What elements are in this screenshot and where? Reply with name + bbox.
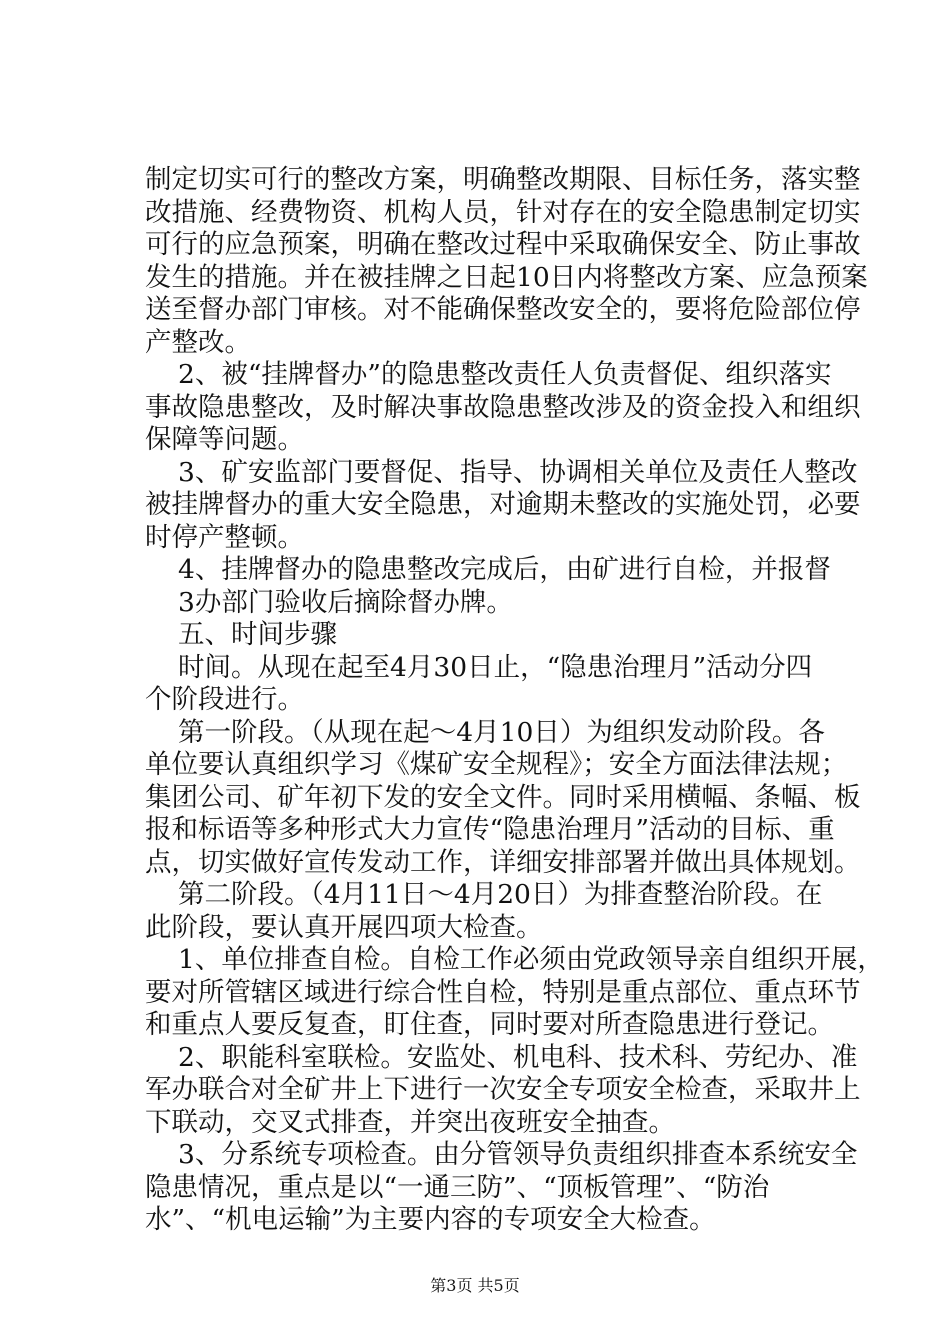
- text-line: 产整改。: [145, 326, 251, 358]
- page-footer: 第3页 共5页: [430, 1276, 520, 1295]
- text-line: 下联动，交叉式排查，并突出夜班安全抽查。: [145, 1106, 675, 1138]
- text-line: 水”、“机电运输”为主要内容的专项安全大检查。: [145, 1204, 716, 1235]
- text-line: 2、职能科室联检。安监处、机电科、技术科、劳纪办、准: [178, 1041, 858, 1073]
- text-line: 单位要认真组织学习《煤矿安全规程》；安全方面法律法规；: [145, 749, 848, 780]
- text-line: 被挂牌督办的重大安全隐患，对逾期未整改的实施处罚，必要: [145, 489, 861, 520]
- text-line: 时停产整顿。: [145, 521, 304, 553]
- text-line: 此阶段，要认真开展四项大检查。: [145, 911, 543, 943]
- text-line: 送至督办部门审核。对不能确保整改安全的，要将危险部位停: [145, 294, 861, 325]
- text-line: 军办联合对全矿井上下进行一次安全专项安全检查，采取井上: [145, 1074, 861, 1105]
- text-line: 1、单位排查自检。自检工作必须由党政领导亲自组织开展，: [178, 944, 884, 975]
- text-line: 3办部门验收后摘除督办牌。: [178, 586, 513, 618]
- text-line: 个阶段进行。: [145, 684, 304, 715]
- text-line: 和重点人要反复查，盯住查，同时要对所查隐患进行登记。: [145, 1009, 834, 1040]
- text-line: 报和标语等多种形式大力宣传“隐患治理月”活动的目标、重: [145, 814, 835, 845]
- text-line: 要对所管辖区域进行综合性自检，特别是重点部位、重点环节: [145, 976, 861, 1008]
- text-line: 2、被“挂牌督办”的隐患整改责任人负责督促、组织落实: [178, 359, 832, 390]
- text-line: 可行的应急预案，明确在整改过程中采取确保安全、防止事故: [145, 229, 861, 260]
- text-line: 3、矿安监部门要督促、指导、协调相关单位及责任人整改: [178, 456, 858, 488]
- section-heading: 五、时间步骤: [178, 619, 337, 650]
- text-line: 3、分系统专项检查。由分管领导负责组织排查本系统安全: [178, 1139, 858, 1170]
- text-line: 改措施、经费物资、机构人员，针对存在的安全隐患制定切实: [145, 196, 861, 228]
- text-line: 集团公司、矿年初下发的安全文件。同时采用横幅、条幅、板: [145, 781, 861, 813]
- text-line: 4、挂牌督办的隐患整改完成后，由矿进行自检，并报督: [178, 554, 831, 585]
- text-line: 第一阶段。（从现在起～4月10日）为组织发动阶段。各: [178, 716, 825, 748]
- text-line: 点，切实做好宣传发动工作，详细安排部署并做出具体规划。: [145, 846, 861, 878]
- text-line: 制定切实可行的整改方案，明确整改期限、目标任务，落实整: [145, 164, 861, 195]
- text-line: 时间。从现在起至4月30日止，“隐患治理月”活动分四: [178, 651, 813, 683]
- text-line: 保障等问题。: [145, 424, 304, 455]
- text-line: 第二阶段。（4月11日～4月20日）为排查整治阶段。在: [178, 879, 823, 910]
- text-line: 发生的措施。并在被挂牌之日起10日内将整改方案、应急预案: [145, 261, 868, 293]
- text-line: 事故隐患整改，及时解决事故隐患整改涉及的资金投入和组织: [145, 391, 861, 423]
- text-line: 隐患情况，重点是以“一通三防”、“顶板管理”、“防治: [145, 1171, 770, 1203]
